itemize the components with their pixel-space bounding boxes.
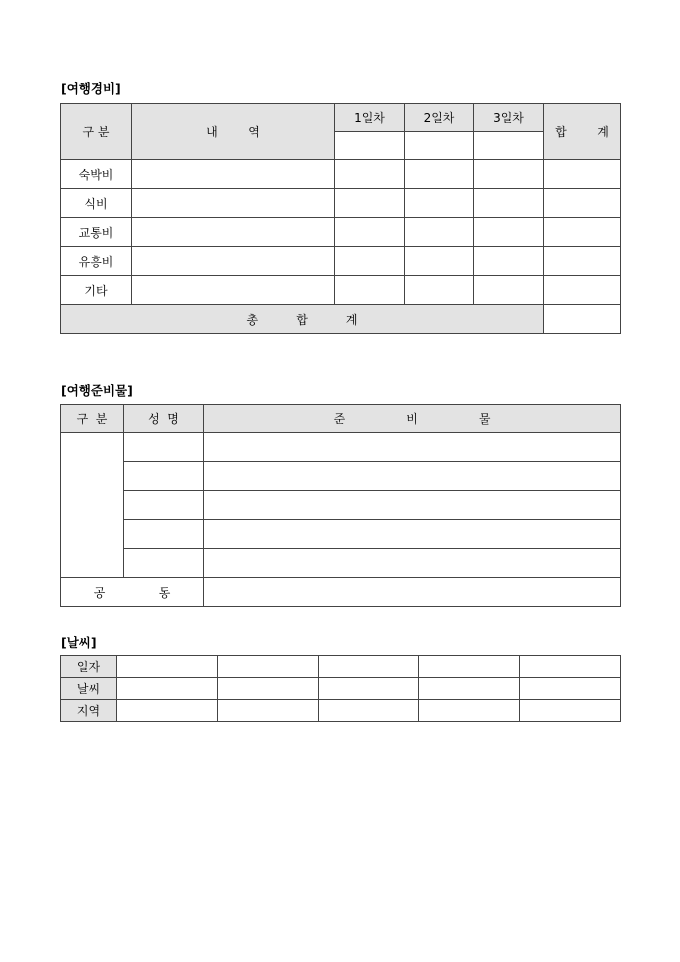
supplies-name-cell[interactable] [124, 462, 204, 491]
supplies-personal-category-cell[interactable] [61, 433, 124, 578]
supplies-name-cell[interactable] [124, 520, 204, 549]
expense-day3-cell[interactable] [474, 189, 544, 218]
expense-header-day3: 3일차 [474, 104, 544, 132]
supplies-items-cell[interactable] [204, 491, 621, 520]
expense-row-lodging [61, 160, 621, 189]
expense-sum-cell[interactable] [544, 276, 621, 305]
weather-cell[interactable] [419, 700, 520, 722]
expense-day2-cell[interactable] [405, 218, 474, 247]
weather-cell[interactable] [520, 678, 621, 700]
weather-cell[interactable] [218, 678, 319, 700]
supplies-name-cell[interactable] [124, 433, 204, 462]
expense-row-label: 유흥비 [61, 247, 132, 276]
expense-sum-cell[interactable] [544, 189, 621, 218]
expense-row-transport [61, 218, 621, 247]
supplies-items-cell[interactable] [204, 549, 621, 578]
expense-row-other [61, 276, 621, 305]
weather-cell[interactable] [319, 700, 419, 722]
expense-detail-cell[interactable] [132, 160, 335, 189]
expense-header-sum: 합 계 [544, 104, 621, 160]
expense-day2-cell[interactable] [405, 247, 474, 276]
expense-detail-cell[interactable] [132, 218, 335, 247]
expense-sum-cell[interactable] [544, 160, 621, 189]
expense-header-day1: 1일차 [335, 104, 405, 132]
expense-header-category: 구 분 [61, 104, 132, 160]
weather-cell[interactable] [319, 678, 419, 700]
supplies-header-items: 준 비 물 [204, 405, 621, 433]
expense-grand-total-label: 총 합 계 [61, 305, 544, 334]
expense-grand-total-cell[interactable] [544, 305, 621, 334]
expense-day2-input[interactable] [405, 132, 474, 160]
weather-row-label-weather: 날씨 [61, 678, 117, 700]
expense-section-title: [여행경비] [61, 81, 121, 96]
expense-day2-cell[interactable] [405, 189, 474, 218]
expense-row-label: 숙박비 [61, 160, 132, 189]
expense-day3-cell[interactable] [474, 160, 544, 189]
weather-cell[interactable] [520, 656, 621, 678]
expense-row-label: 교통비 [61, 218, 132, 247]
expense-sum-cell[interactable] [544, 218, 621, 247]
weather-cell[interactable] [419, 678, 520, 700]
expense-day1-cell[interactable] [335, 247, 405, 276]
supplies-items-cell[interactable] [204, 462, 621, 491]
weather-cell[interactable] [218, 656, 319, 678]
weather-cell[interactable] [218, 700, 319, 722]
weather-cell[interactable] [117, 700, 218, 722]
weather-section-title: [날씨] [61, 635, 97, 650]
weather-table [60, 655, 621, 722]
expense-day1-cell[interactable] [335, 160, 405, 189]
weather-cell[interactable] [117, 656, 218, 678]
supplies-table [60, 404, 621, 607]
expense-day1-cell[interactable] [335, 189, 405, 218]
expense-day2-cell[interactable] [405, 276, 474, 305]
expense-day3-cell[interactable] [474, 218, 544, 247]
expense-header-detail: 내 역 [132, 104, 335, 160]
expense-day1-cell[interactable] [335, 218, 405, 247]
expense-detail-cell[interactable] [132, 276, 335, 305]
supplies-name-cell[interactable] [124, 491, 204, 520]
expense-day3-cell[interactable] [474, 247, 544, 276]
supplies-header-category: 구 분 [61, 405, 124, 433]
weather-cell[interactable] [319, 656, 419, 678]
expense-table [60, 103, 621, 334]
expense-sum-cell[interactable] [544, 247, 621, 276]
supplies-header-name: 성 명 [124, 405, 204, 433]
supplies-items-cell[interactable] [204, 433, 621, 462]
expense-row-label: 기타 [61, 276, 132, 305]
supplies-common-label: 공 동 [61, 578, 204, 607]
weather-cell[interactable] [419, 656, 520, 678]
expense-day1-input[interactable] [335, 132, 405, 160]
weather-row-label-region: 지역 [61, 700, 117, 722]
expense-day3-cell[interactable] [474, 276, 544, 305]
expense-day3-input[interactable] [474, 132, 544, 160]
supplies-name-cell[interactable] [124, 549, 204, 578]
expense-header-day2: 2일차 [405, 104, 474, 132]
expense-detail-cell[interactable] [132, 189, 335, 218]
supplies-items-cell[interactable] [204, 520, 621, 549]
supplies-common-items-cell[interactable] [204, 578, 621, 607]
expense-row-entertainment [61, 247, 621, 276]
expense-day2-cell[interactable] [405, 160, 474, 189]
weather-cell[interactable] [520, 700, 621, 722]
weather-row-label-date: 일자 [61, 656, 117, 678]
weather-cell[interactable] [117, 678, 218, 700]
supplies-section-title: [여행준비물] [61, 383, 133, 398]
expense-day1-cell[interactable] [335, 276, 405, 305]
expense-detail-cell[interactable] [132, 247, 335, 276]
expense-row-label: 식비 [61, 189, 132, 218]
expense-row-food [61, 189, 621, 218]
